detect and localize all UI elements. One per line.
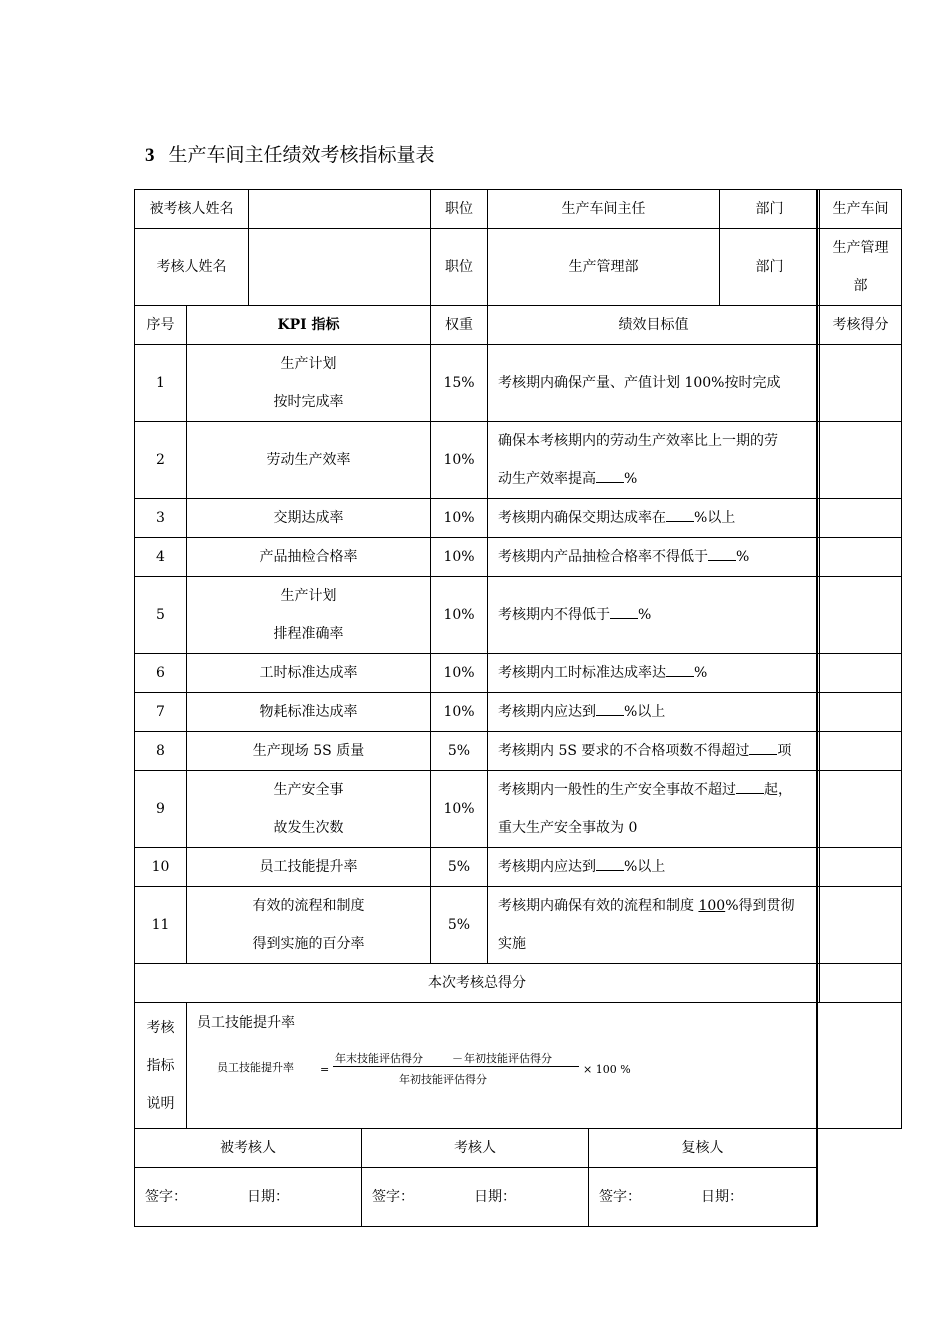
target-text: 考核期内产品抽检合格率不得低于 [498,549,708,565]
row-weight: 10% [431,771,488,848]
row-score[interactable] [820,887,902,964]
row-kpi: 产品抽检合格率 [187,538,431,577]
table-row [135,732,902,771]
kpi-line: 生产计划 [280,356,337,372]
row-seq: 2 [135,422,187,499]
row-target [488,693,820,732]
target-text: % [694,665,708,681]
target-line: 实施 [498,936,526,952]
explain-side-label [135,1003,187,1129]
row-kpi [187,345,431,422]
target-text: % [624,471,638,487]
row-seq: 9 [135,771,187,848]
reviewer-sign-cell[interactable] [362,1168,589,1227]
target-text: 考核期内确保交期达成率在 [498,510,666,526]
target-text: 考核期内应达到 [498,859,596,875]
row-kpi: 交期达成率 [187,499,431,538]
position-value: 生产车间主任 [488,190,720,229]
title-number: 3 [145,145,155,166]
date-label: 日期： [247,1189,289,1205]
row-weight: 10% [431,577,488,654]
row-score[interactable] [820,422,902,499]
reviewee-label: 被考核人 [135,1129,362,1168]
rechecker-label: 复核人 [589,1129,817,1168]
formula-num-b: 年初技能评估得分 [464,1052,552,1065]
table-row [135,654,902,693]
col-kpi: KPI 指标 [187,306,431,345]
reviewee-sign-cell[interactable] [135,1168,362,1227]
fill-blank[interactable] [596,468,624,483]
reviewer-label: 考核人 [362,1129,589,1168]
sign-label: 签字： [372,1189,414,1205]
dept-label: 部门 [720,190,820,229]
formula-num-a: 年末技能评估得分 [335,1052,423,1065]
fill-blank[interactable] [749,740,777,755]
row-kpi: 员工技能提升率 [187,848,431,887]
formula-minus: － [452,1052,463,1065]
row-weight: 5% [431,732,488,771]
table-row [135,577,902,654]
table-row [135,345,902,422]
table-row [135,538,902,577]
dept-value: 生产管理部 [820,229,902,306]
row-score[interactable] [820,732,902,771]
side-line: 指标 [146,1057,175,1074]
formula-times: × 100 % [583,1063,631,1076]
row-target [488,422,820,499]
target-text: 起， [764,782,792,798]
title-text: 生产车间主任绩效考核指标量表 [168,144,435,166]
target-line: 确保本考核期内的劳动生产效率比上一期的劳 [498,433,778,449]
col-score: 考核得分 [820,306,902,345]
position-value: 生产管理部 [488,229,720,306]
target-text: %以上 [694,510,736,526]
dept-label: 部门 [720,229,820,306]
total-label: 本次考核总得分 [135,964,820,1003]
kpi-line: 有效的流程和制度 [252,898,365,914]
row-target [488,771,820,848]
target-text: 考核期内 5S 要求的不合格项数不得超过 [498,743,750,759]
row-target [488,848,820,887]
signoff-table [134,1128,817,1227]
target-text: 考核期内工时标准达成率达 [498,665,666,681]
row-score[interactable] [820,654,902,693]
fill-blank[interactable] [666,507,694,522]
row-score[interactable] [820,499,902,538]
row-target [488,538,820,577]
formula-lhs: 员工技能提升率 [217,1061,294,1074]
row-weight: 5% [431,848,488,887]
fill-blank[interactable] [596,701,624,716]
table-row [135,887,902,964]
target-line [498,771,813,809]
formula-eq: = [320,1063,330,1076]
fill-blank[interactable] [596,856,624,871]
row-seq: 5 [135,577,187,654]
date-label: 日期： [474,1189,516,1205]
row-kpi: 工时标准达成率 [187,654,431,693]
row-seq: 8 [135,732,187,771]
kpi-sheet [134,189,889,1227]
table-row [135,693,902,732]
row-seq: 7 [135,693,187,732]
kpi-line: 生产安全事 [273,782,344,798]
reviewer-name-field[interactable] [249,229,431,306]
target-text: %得到贯彻 [725,898,795,914]
position-label: 职位 [431,229,488,306]
row-target [488,499,820,538]
row-score[interactable] [820,771,902,848]
target-text: 考核期内应达到 [498,704,596,720]
signoff-header [135,1129,817,1168]
row-seq: 11 [135,887,187,964]
row-kpi: 生产现场 5S 质量 [187,732,431,771]
table-row [135,771,902,848]
row-score[interactable] [820,345,902,422]
row-weight: 10% [431,693,488,732]
column-header-row [135,306,902,345]
row-score[interactable] [820,577,902,654]
row-weight: 5% [431,887,488,964]
target-text: 考核期内一般性的生产安全事故不超过 [498,782,736,798]
col-weight: 权重 [431,306,488,345]
target-line [498,460,813,498]
row-weight: 15% [431,345,488,422]
table-row [135,499,902,538]
header-row-2 [135,229,902,306]
table-row [135,422,902,499]
date-label: 日期： [701,1189,743,1205]
row-seq: 6 [135,654,187,693]
row-target [488,887,820,964]
formula-cell [187,1003,902,1129]
kpi-line: 生产计划 [280,588,337,604]
target-underlined: 100 [698,898,726,914]
kpi-line: 排程准确率 [273,626,344,642]
kpi-line: 故发生次数 [273,820,344,836]
fraction-bar [333,1066,579,1067]
row-score[interactable] [820,538,902,577]
col-seq: 序号 [135,306,187,345]
page-title [145,140,435,167]
row-target [488,577,820,654]
side-line: 考核 [146,1019,175,1036]
target-text: %以上 [624,704,666,720]
row-kpi [187,771,431,848]
fill-blank[interactable] [708,546,736,561]
fill-blank[interactable] [736,779,764,794]
total-score[interactable] [820,964,902,1003]
target-text: 考核期内不得低于 [498,607,610,623]
row-kpi: 劳动生产效率 [187,422,431,499]
fill-blank[interactable] [610,604,638,619]
row-kpi: 物耗标准达成率 [187,693,431,732]
position-label: 职位 [431,190,488,229]
row-target [488,732,820,771]
row-kpi [187,887,431,964]
explain-row [135,1003,902,1129]
target-text: 动生产效率提高 [498,471,596,487]
target-text: 考核期内确保有效的流程和制度 [498,898,699,914]
row-weight: 10% [431,538,488,577]
signoff-row [135,1168,817,1227]
row-kpi [187,577,431,654]
target-text: 项 [777,743,792,759]
side-line: 说明 [146,1095,175,1112]
formula-heading: 员工技能提升率 [197,1015,295,1031]
row-weight: 10% [431,499,488,538]
total-row [135,964,902,1003]
reviewer-name-label: 考核人姓名 [135,229,249,306]
target-text: % [638,607,652,623]
reviewee-name-field[interactable] [249,190,431,229]
row-seq: 1 [135,345,187,422]
fill-blank[interactable] [666,662,694,677]
kpi-table [134,189,902,1129]
target-text: % [736,549,750,565]
target-text: %以上 [624,859,666,875]
row-score[interactable] [820,693,902,732]
dept-value: 生产车间 [820,190,902,229]
row-seq: 4 [135,538,187,577]
row-target [488,654,820,693]
sign-label: 签字： [599,1189,641,1205]
row-score[interactable] [820,848,902,887]
row-seq: 10 [135,848,187,887]
col-target: 绩效目标值 [488,306,820,345]
row-weight: 10% [431,422,488,499]
kpi-line: 按时完成率 [273,394,344,410]
sign-label: 签字： [145,1189,187,1205]
target-line: 重大生产安全事故为 0 [498,820,638,836]
row-seq: 3 [135,499,187,538]
row-weight: 10% [431,654,488,693]
header-row-1 [135,190,902,229]
target-line [498,887,813,925]
reviewee-name-label: 被考核人姓名 [135,190,249,229]
formula-den: 年初技能评估得分 [399,1073,487,1086]
table-row [135,848,902,887]
kpi-line: 得到实施的百分率 [252,936,365,952]
row-target: 考核期内确保产量、产值计划 100%按时完成 [488,345,820,422]
rechecker-sign-cell[interactable] [589,1168,817,1227]
